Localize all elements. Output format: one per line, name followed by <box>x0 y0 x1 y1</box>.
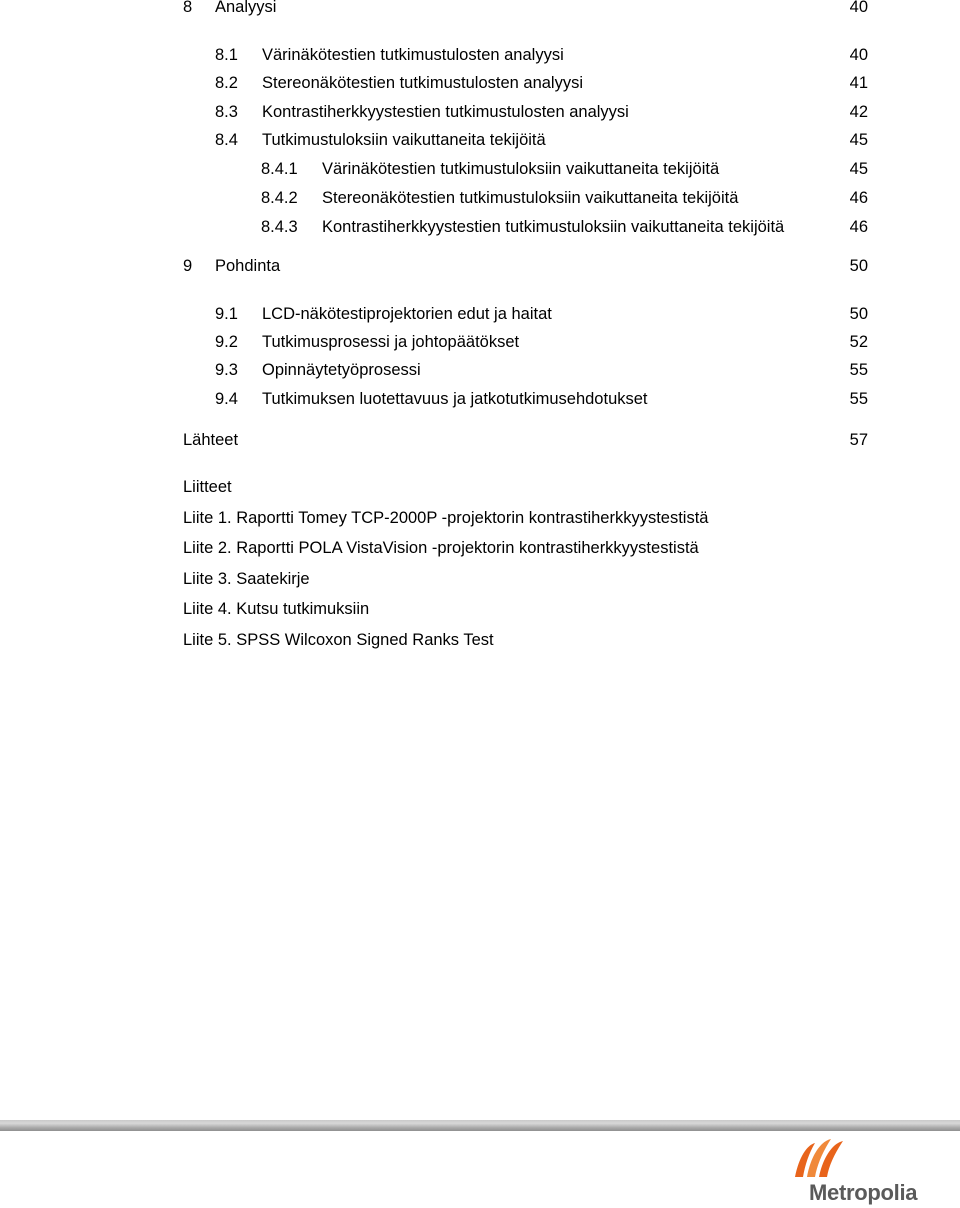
toc-title: Stereonäkötestien tutkimustuloksiin vaikuttaneita tekijöitä <box>322 189 739 207</box>
toc-number: 8 <box>183 0 193 16</box>
toc-number: 8.1 <box>215 46 238 64</box>
toc-page: 41 <box>849 74 868 92</box>
toc-page: 50 <box>849 257 868 275</box>
toc-title: Kontrastiherkkyystestien tutkimustulosten analyysi <box>262 103 629 121</box>
toc-title: Tutkimuksen luotettavuus ja jatkotutkimusehdotukset <box>262 390 648 408</box>
toc-number: 8.2 <box>215 74 238 92</box>
attachments-heading: Liitteet <box>183 478 232 496</box>
toc-title: Värinäkötestien tutkimustuloksiin vaikuttaneita tekijöitä <box>322 160 720 178</box>
attachment-item[interactable]: Liite 2. Raportti POLA VistaVision -projektorin kontrastiherkkyystestistä <box>183 539 699 557</box>
toc-page: 46 <box>849 218 868 236</box>
attachment-item[interactable]: Liite 1. Raportti Tomey TCP-2000P -projektorin kontrastiherkkyystestistä <box>183 509 709 527</box>
toc-title: Pohdinta <box>215 257 281 275</box>
attachment-item[interactable]: Liite 5. SPSS Wilcoxon Signed Ranks Test <box>183 631 494 649</box>
toc-number: 9.3 <box>215 361 238 379</box>
logo-text: Metropolia <box>809 1180 918 1205</box>
footer-divider <box>0 1120 960 1131</box>
toc-number: 8.3 <box>215 103 238 121</box>
toc-title: Analyysi <box>215 0 277 16</box>
toc-number: 9.1 <box>215 305 238 323</box>
toc-page: 45 <box>849 160 868 178</box>
toc-title: Lähteet <box>183 431 239 449</box>
toc-number: 9 <box>183 257 193 275</box>
toc-title: Tutkimustuloksiin vaikuttaneita tekijöitä <box>262 131 546 149</box>
toc-page: 55 <box>849 390 868 408</box>
toc-number: 8.4.3 <box>261 218 298 236</box>
toc-number: 8.4.2 <box>261 189 298 207</box>
toc-title: Opinnäytetyöprosessi <box>262 361 421 379</box>
toc-page: 50 <box>849 305 868 323</box>
toc-title: Värinäkötestien tutkimustulosten analyysi <box>262 46 564 64</box>
toc-title: Kontrastiherkkyystestien tutkimustuloksiin vaikuttaneita tekijöitä <box>322 218 785 236</box>
toc-page: 46 <box>849 189 868 207</box>
attachment-item[interactable]: Liite 3. Saatekirje <box>183 570 310 588</box>
toc-number: 9.2 <box>215 333 238 351</box>
toc-title: LCD-näkötestiprojektorien edut ja haitat <box>262 305 552 323</box>
toc-page: 57 <box>849 431 868 449</box>
toc-number: 8.4.1 <box>261 160 298 178</box>
toc-number: 8.4 <box>215 131 238 149</box>
toc-number: 9.4 <box>215 390 238 408</box>
toc-page: 45 <box>849 131 868 149</box>
toc-page: 40 <box>849 0 868 16</box>
toc-page: 40 <box>849 46 868 64</box>
toc-title: Stereonäkötestien tutkimustulosten analyysi <box>262 74 584 92</box>
toc-page: 52 <box>849 333 868 351</box>
toc-page: 55 <box>849 361 868 379</box>
toc-title: Tutkimusprosessi ja johtopäätökset <box>262 333 520 351</box>
toc-entry-lahteet[interactable] <box>183 430 238 450</box>
attachment-item[interactable]: Liite 4. Kutsu tutkimuksiin <box>183 600 370 618</box>
toc-page: 42 <box>849 103 868 121</box>
